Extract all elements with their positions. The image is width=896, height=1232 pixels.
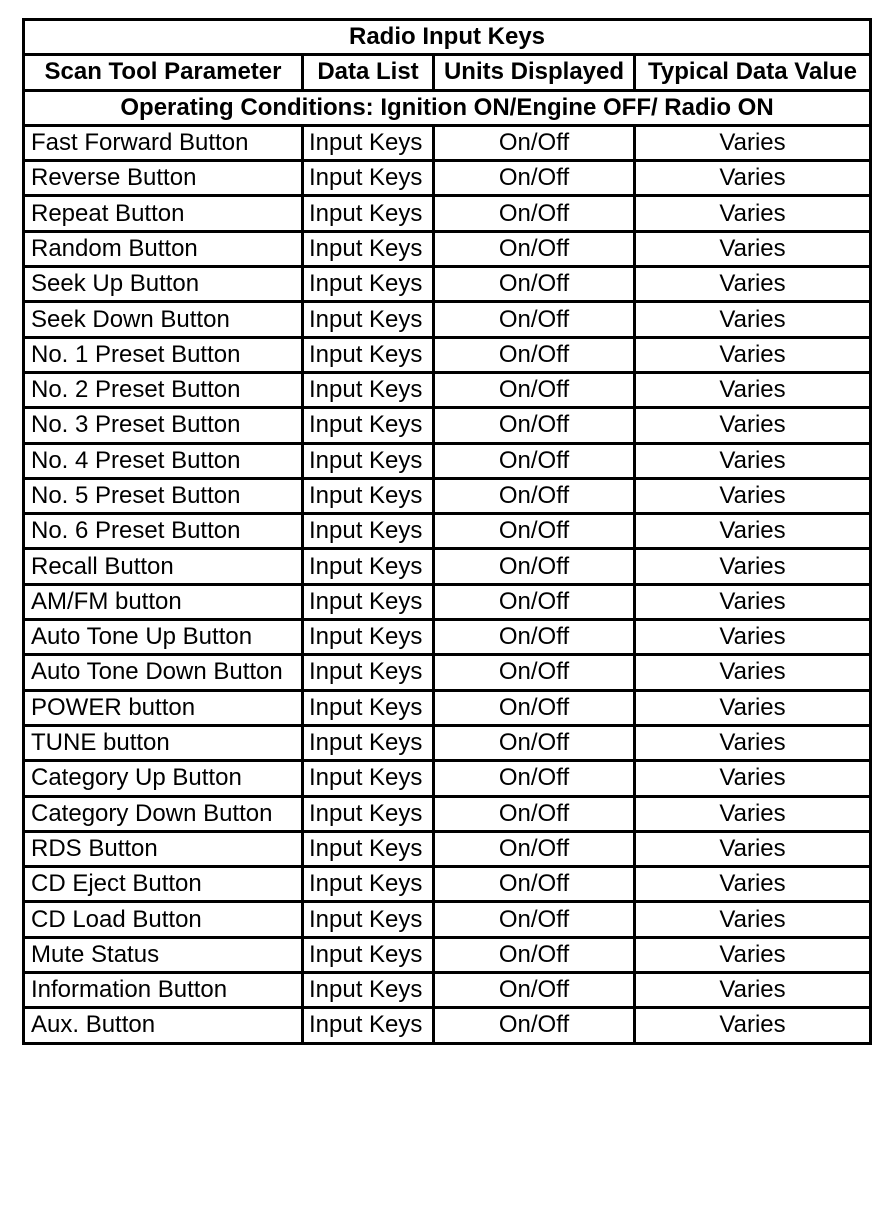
units-cell: On/Off bbox=[434, 478, 635, 513]
typical-value-cell: Varies bbox=[635, 690, 871, 725]
units-cell: On/Off bbox=[434, 796, 635, 831]
data-list-cell: Input Keys bbox=[303, 125, 434, 160]
parameter-cell: RDS Button bbox=[24, 831, 303, 866]
parameter-cell: Auto Tone Down Button bbox=[24, 655, 303, 690]
data-list-cell: Input Keys bbox=[303, 584, 434, 619]
table-row bbox=[24, 478, 871, 513]
units-cell: On/Off bbox=[434, 337, 635, 372]
data-list-cell: Input Keys bbox=[303, 1008, 434, 1043]
table-row bbox=[24, 690, 871, 725]
typical-value-cell: Varies bbox=[635, 196, 871, 231]
units-cell: On/Off bbox=[434, 231, 635, 266]
data-list-cell: Input Keys bbox=[303, 372, 434, 407]
data-list-cell: Input Keys bbox=[303, 831, 434, 866]
parameter-cell: Category Up Button bbox=[24, 761, 303, 796]
data-list-cell: Input Keys bbox=[303, 620, 434, 655]
table-row bbox=[24, 831, 871, 866]
typical-value-cell: Varies bbox=[635, 372, 871, 407]
table-row bbox=[24, 161, 871, 196]
header-typical-data-value: Typical Data Value bbox=[635, 55, 871, 90]
typical-value-cell: Varies bbox=[635, 125, 871, 160]
data-list-cell: Input Keys bbox=[303, 408, 434, 443]
typical-value-cell: Varies bbox=[635, 478, 871, 513]
units-cell: On/Off bbox=[434, 514, 635, 549]
data-list-cell: Input Keys bbox=[303, 478, 434, 513]
parameter-cell: No. 5 Preset Button bbox=[24, 478, 303, 513]
typical-value-cell: Varies bbox=[635, 408, 871, 443]
units-cell: On/Off bbox=[434, 620, 635, 655]
data-list-cell: Input Keys bbox=[303, 867, 434, 902]
table-row bbox=[24, 549, 871, 584]
parameter-cell: No. 4 Preset Button bbox=[24, 443, 303, 478]
units-cell: On/Off bbox=[434, 655, 635, 690]
units-cell: On/Off bbox=[434, 443, 635, 478]
data-list-cell: Input Keys bbox=[303, 725, 434, 760]
parameter-cell: Reverse Button bbox=[24, 161, 303, 196]
parameter-cell: Information Button bbox=[24, 973, 303, 1008]
units-cell: On/Off bbox=[434, 690, 635, 725]
parameter-cell: No. 3 Preset Button bbox=[24, 408, 303, 443]
parameter-cell: Repeat Button bbox=[24, 196, 303, 231]
parameter-cell: POWER button bbox=[24, 690, 303, 725]
table-row bbox=[24, 267, 871, 302]
data-list-cell: Input Keys bbox=[303, 549, 434, 584]
typical-value-cell: Varies bbox=[635, 267, 871, 302]
table-row bbox=[24, 796, 871, 831]
data-list-cell: Input Keys bbox=[303, 690, 434, 725]
units-cell: On/Off bbox=[434, 196, 635, 231]
parameter-cell: No. 1 Preset Button bbox=[24, 337, 303, 372]
table-row bbox=[24, 231, 871, 266]
table-row bbox=[24, 514, 871, 549]
typical-value-cell: Varies bbox=[635, 761, 871, 796]
units-cell: On/Off bbox=[434, 408, 635, 443]
parameter-cell: Recall Button bbox=[24, 549, 303, 584]
units-cell: On/Off bbox=[434, 372, 635, 407]
parameter-cell: TUNE button bbox=[24, 725, 303, 760]
table-row bbox=[24, 973, 871, 1008]
units-cell: On/Off bbox=[434, 867, 635, 902]
data-list-cell: Input Keys bbox=[303, 902, 434, 937]
typical-value-cell: Varies bbox=[635, 937, 871, 972]
data-list-cell: Input Keys bbox=[303, 796, 434, 831]
typical-value-cell: Varies bbox=[635, 514, 871, 549]
units-cell: On/Off bbox=[434, 267, 635, 302]
parameter-cell: No. 6 Preset Button bbox=[24, 514, 303, 549]
table-row bbox=[24, 196, 871, 231]
parameter-cell: Seek Down Button bbox=[24, 302, 303, 337]
typical-value-cell: Varies bbox=[635, 443, 871, 478]
table-row bbox=[24, 620, 871, 655]
units-cell: On/Off bbox=[434, 125, 635, 160]
table-row bbox=[24, 372, 871, 407]
table-row bbox=[24, 443, 871, 478]
data-list-cell: Input Keys bbox=[303, 443, 434, 478]
header-units-displayed: Units Displayed bbox=[434, 55, 635, 90]
table-row bbox=[24, 655, 871, 690]
data-list-cell: Input Keys bbox=[303, 267, 434, 302]
parameter-cell: Aux. Button bbox=[24, 1008, 303, 1043]
operating-conditions: Operating Conditions: Ignition ON/Engine OFF/ Radio ON bbox=[24, 90, 871, 125]
data-list-cell: Input Keys bbox=[303, 973, 434, 1008]
table-row bbox=[24, 408, 871, 443]
typical-value-cell: Varies bbox=[635, 655, 871, 690]
parameter-cell: CD Load Button bbox=[24, 902, 303, 937]
units-cell: On/Off bbox=[434, 725, 635, 760]
typical-value-cell: Varies bbox=[635, 831, 871, 866]
table-body bbox=[24, 125, 871, 1043]
condition-row bbox=[24, 90, 871, 125]
table-row bbox=[24, 302, 871, 337]
typical-value-cell: Varies bbox=[635, 902, 871, 937]
typical-value-cell: Varies bbox=[635, 796, 871, 831]
units-cell: On/Off bbox=[434, 549, 635, 584]
units-cell: On/Off bbox=[434, 302, 635, 337]
units-cell: On/Off bbox=[434, 937, 635, 972]
parameter-cell: Auto Tone Up Button bbox=[24, 620, 303, 655]
data-list-cell: Input Keys bbox=[303, 761, 434, 796]
parameter-cell: Seek Up Button bbox=[24, 267, 303, 302]
typical-value-cell: Varies bbox=[635, 337, 871, 372]
header-row bbox=[24, 55, 871, 90]
table-row bbox=[24, 902, 871, 937]
title-row bbox=[24, 20, 871, 55]
parameter-cell: Random Button bbox=[24, 231, 303, 266]
units-cell: On/Off bbox=[434, 761, 635, 796]
table-row bbox=[24, 761, 871, 796]
typical-value-cell: Varies bbox=[635, 549, 871, 584]
table-row bbox=[24, 725, 871, 760]
units-cell: On/Off bbox=[434, 584, 635, 619]
typical-value-cell: Varies bbox=[635, 1008, 871, 1043]
table-row bbox=[24, 937, 871, 972]
typical-value-cell: Varies bbox=[635, 584, 871, 619]
typical-value-cell: Varies bbox=[635, 620, 871, 655]
data-list-cell: Input Keys bbox=[303, 231, 434, 266]
data-list-cell: Input Keys bbox=[303, 337, 434, 372]
data-list-cell: Input Keys bbox=[303, 937, 434, 972]
table-row bbox=[24, 125, 871, 160]
typical-value-cell: Varies bbox=[635, 231, 871, 266]
parameter-cell: AM/FM button bbox=[24, 584, 303, 619]
parameter-cell: No. 2 Preset Button bbox=[24, 372, 303, 407]
table-row bbox=[24, 584, 871, 619]
header-data-list: Data List bbox=[303, 55, 434, 90]
data-list-cell: Input Keys bbox=[303, 514, 434, 549]
typical-value-cell: Varies bbox=[635, 867, 871, 902]
header-scan-tool-parameter: Scan Tool Parameter bbox=[24, 55, 303, 90]
table-row bbox=[24, 867, 871, 902]
radio-input-keys-table bbox=[22, 18, 872, 1045]
table-row bbox=[24, 337, 871, 372]
typical-value-cell: Varies bbox=[635, 973, 871, 1008]
typical-value-cell: Varies bbox=[635, 161, 871, 196]
typical-value-cell: Varies bbox=[635, 725, 871, 760]
table-row bbox=[24, 1008, 871, 1043]
data-list-cell: Input Keys bbox=[303, 196, 434, 231]
parameter-cell: Mute Status bbox=[24, 937, 303, 972]
table-title: Radio Input Keys bbox=[24, 20, 871, 55]
data-list-cell: Input Keys bbox=[303, 655, 434, 690]
units-cell: On/Off bbox=[434, 831, 635, 866]
data-list-cell: Input Keys bbox=[303, 161, 434, 196]
parameter-cell: Category Down Button bbox=[24, 796, 303, 831]
units-cell: On/Off bbox=[434, 1008, 635, 1043]
units-cell: On/Off bbox=[434, 902, 635, 937]
parameter-cell: Fast Forward Button bbox=[24, 125, 303, 160]
typical-value-cell: Varies bbox=[635, 302, 871, 337]
units-cell: On/Off bbox=[434, 161, 635, 196]
units-cell: On/Off bbox=[434, 973, 635, 1008]
parameter-cell: CD Eject Button bbox=[24, 867, 303, 902]
data-list-cell: Input Keys bbox=[303, 302, 434, 337]
